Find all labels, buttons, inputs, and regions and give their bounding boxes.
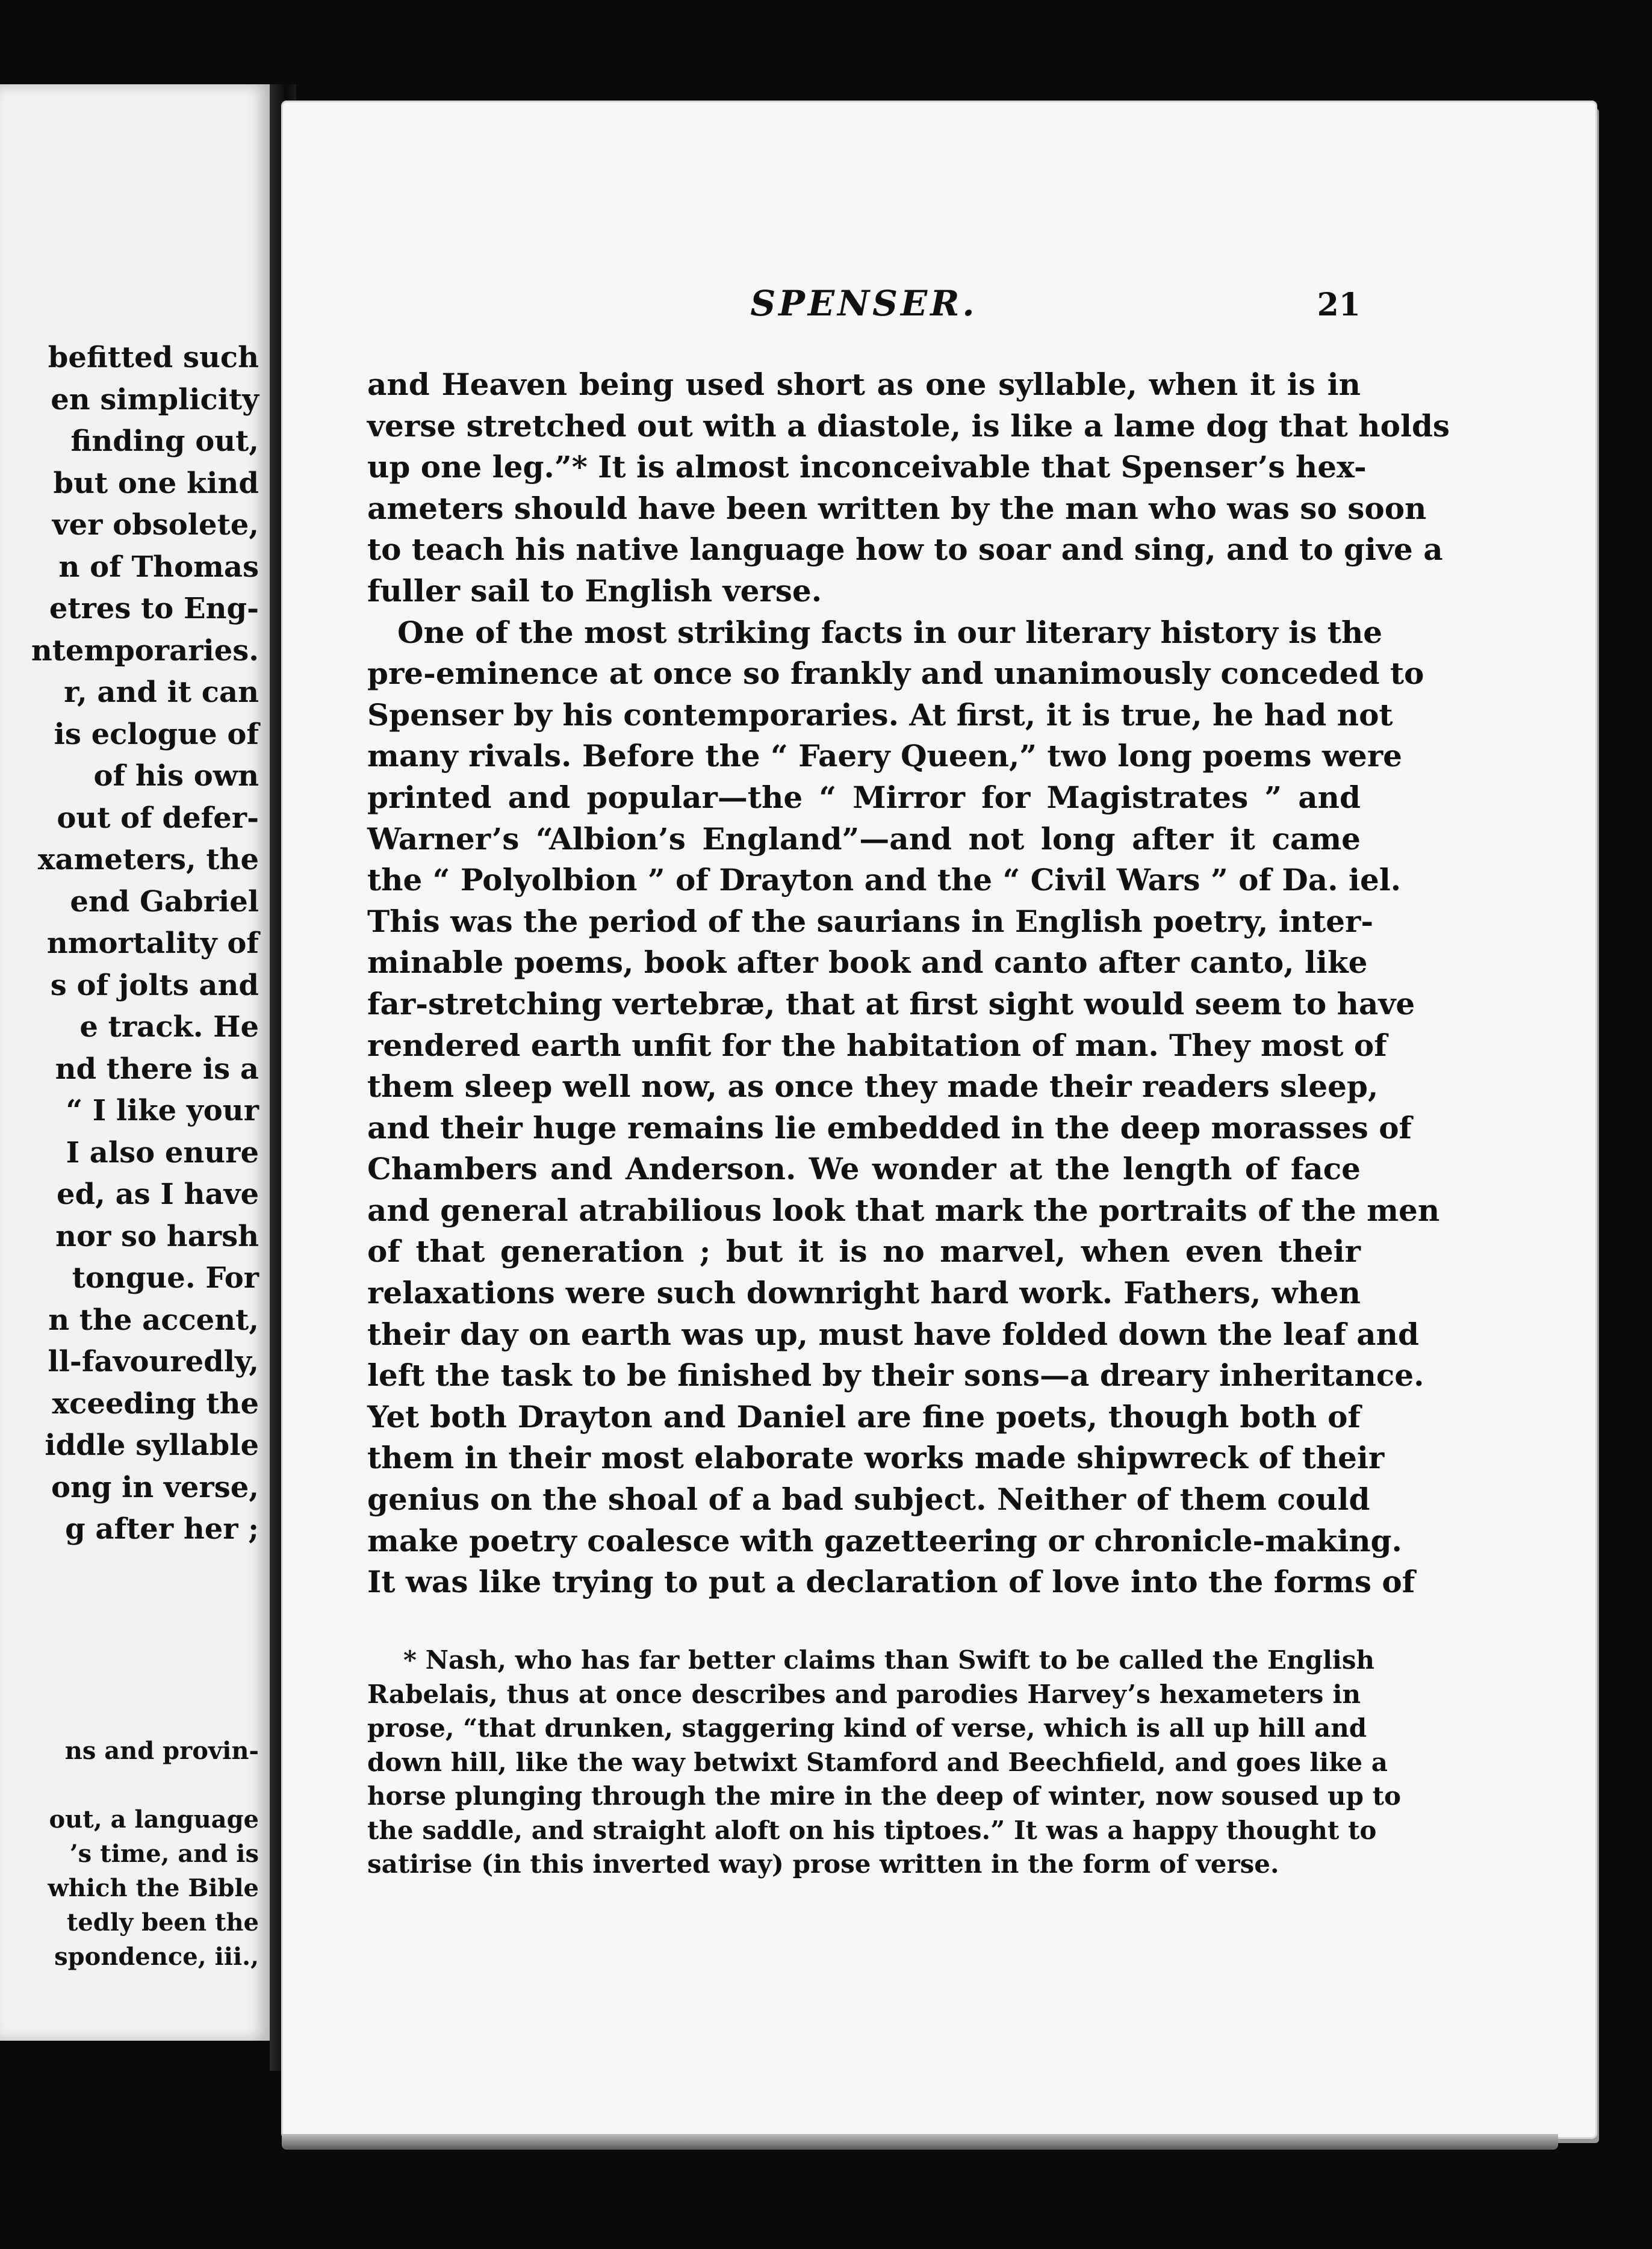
text-line: printed and popular—the “ Mirror for Magistrates ” and	[367, 779, 1361, 815]
facing-line: tongue. For	[72, 1261, 259, 1295]
text-line: Yet both Drayton and Daniel are fine poets, though both of	[367, 1398, 1361, 1435]
facing-line: ntemporaries.	[31, 633, 259, 668]
footnote-line: prose, “that drunken, staggering kind of verse, which is all up hill and	[367, 1713, 1367, 1743]
facing-line: n the accent,	[48, 1303, 259, 1337]
text-line: It was like trying to put a declaration of love into the forms of	[367, 1564, 1415, 1600]
facing-line: but one kind	[53, 466, 259, 500]
facing-line: s of jolts and	[50, 968, 259, 1002]
facing-footnote-line	[0, 1768, 259, 1802]
facing-page-footnote	[0, 1734, 259, 1974]
facing-page-text	[0, 337, 259, 1551]
footnote-line: horse plunging through the mire in the deep of winter, now soused up to	[367, 1781, 1401, 1811]
text-line: Chambers and Anderson. We wonder at the length of face	[367, 1151, 1361, 1187]
text-line: fuller sail to English verse.	[367, 572, 822, 609]
footnote	[367, 1643, 1401, 1882]
facing-line: I also enure	[66, 1135, 259, 1170]
facing-line: befitted such	[48, 341, 259, 374]
text-line: Warner’s “Albion’s England”—and not long after it came	[367, 820, 1361, 857]
text-line: them sleep well now, as once they made their readers sleep,	[367, 1069, 1379, 1105]
facing-line: ver obsolete,	[52, 508, 259, 542]
facing-line: xceeding the	[52, 1386, 259, 1421]
facing-line: of his own	[93, 759, 259, 793]
text-line: to teach his native language how to soar and sing, and to give a	[367, 532, 1443, 568]
text-line: their day on earth was up, must have folded down the leaf and	[367, 1316, 1419, 1352]
facing-line: r, and it can	[64, 675, 259, 709]
text-line: minable poems, book after book and canto after canto, like	[367, 945, 1368, 981]
footnote-line: * Nash, who has far better claims than Swift to be called the English	[403, 1645, 1375, 1675]
facing-line: nmortality of	[46, 926, 259, 960]
facing-line: finding out,	[70, 424, 259, 458]
facing-line: out of defer-	[57, 801, 259, 835]
main-text	[367, 364, 1450, 1603]
running-title: SPENSER.	[750, 283, 978, 324]
facing-footnote-line: ns and provin-	[64, 1737, 259, 1765]
facing-line: xameters, the	[37, 843, 259, 876]
footnote-line: the saddle, and straight aloft on his tiptoes.” It was a happy thought to	[367, 1815, 1377, 1845]
facing-line: ll-favouredly,	[48, 1345, 259, 1379]
text-line: left the task to be finished by their sons—a dreary inheritance.	[367, 1357, 1424, 1394]
footnote-line: down hill, like the way betwixt Stamford and Beechfield, and goes like a	[367, 1747, 1388, 1777]
text-line: make poetry coalesce with gazetteering or chronicle-making.	[367, 1522, 1402, 1559]
text-line: Spenser by his contemporaries. At first, it is true, he had not	[367, 696, 1393, 733]
page-number: 21	[1317, 287, 1361, 323]
text-line: verse stretched out with a diastole, is like a lame dog that holds	[367, 408, 1450, 444]
facing-line: e track. He	[79, 1010, 259, 1044]
facing-line: nor so harsh	[55, 1219, 259, 1253]
text-line: This was the period of the saurians in English poetry, inter-	[367, 903, 1374, 939]
facing-line: g after her ;	[65, 1512, 259, 1546]
text-line: pre-eminence at once so frankly and unanimously conceded to	[367, 656, 1424, 692]
text-line: many rivals. Before the “ Faery Queen,” two long poems were	[367, 738, 1402, 774]
text-line: and their huge remains lie embedded in the deep morasses of	[367, 1109, 1412, 1146]
text-line: them in their most elaborate works made shipwreck of their	[367, 1440, 1385, 1476]
footnote-line: Rabelais, thus at once describes and parodies Harvey’s hexameters in	[367, 1679, 1361, 1709]
facing-line: n of Thomas	[58, 550, 259, 584]
text-line: and Heaven being used short as one syllable, when it is in	[367, 367, 1361, 402]
facing-line: en simplicity	[51, 382, 259, 417]
text-line: One of the most striking facts in our literary history is the	[397, 614, 1383, 650]
facing-line: ong in verse,	[51, 1470, 259, 1504]
facing-line: “ I like your	[66, 1094, 259, 1128]
facing-line: is eclogue of	[54, 717, 259, 751]
facing-footnote-line: tedly been the	[66, 1908, 259, 1937]
facing-line: etres to Eng-	[49, 592, 259, 625]
text-line: the “ Polyolbion ” of Drayton and the “ Civil Wars ” of Da. iel.	[367, 862, 1402, 898]
facing-line: nd there is a	[55, 1052, 259, 1086]
text-line: and general atrabilious look that mark the portraits of the men	[367, 1192, 1440, 1228]
text-line: rendered earth unfit for the habitation of man. They most of	[367, 1027, 1387, 1063]
text-line: far-stretching vertebræ, that at first sight would seem to have	[367, 985, 1415, 1022]
text-line: of that generation ; but it is no marvel, when even their	[367, 1233, 1361, 1270]
facing-footnote-line: spondence, iii.,	[54, 1943, 259, 1971]
page-header	[367, 283, 1361, 331]
facing-line: iddle syllable	[45, 1429, 259, 1462]
facing-footnote-line: out, a language	[49, 1805, 259, 1834]
text-line: relaxations were such downright hard work. Fathers, when	[367, 1275, 1361, 1311]
text-line: up one leg.”* It is almost inconceivable that Spenser’s hex-	[367, 449, 1367, 485]
facing-page-left	[0, 84, 270, 2041]
page-edge	[282, 2134, 1558, 2150]
facing-line: ed, as I have	[57, 1177, 259, 1211]
facing-line: end Gabriel	[70, 884, 259, 919]
facing-footnote-line: which the Bible	[48, 1874, 259, 1902]
text-line: ameters should have been written by the man who was so soon	[367, 490, 1427, 526]
text-line: genius on the shoal of a bad subject. Neither of them could	[367, 1481, 1370, 1518]
footnote-line: satirise (in this inverted way) prose written in the form of verse.	[367, 1849, 1279, 1879]
facing-footnote-line: ’s time, and is	[69, 1840, 259, 1868]
